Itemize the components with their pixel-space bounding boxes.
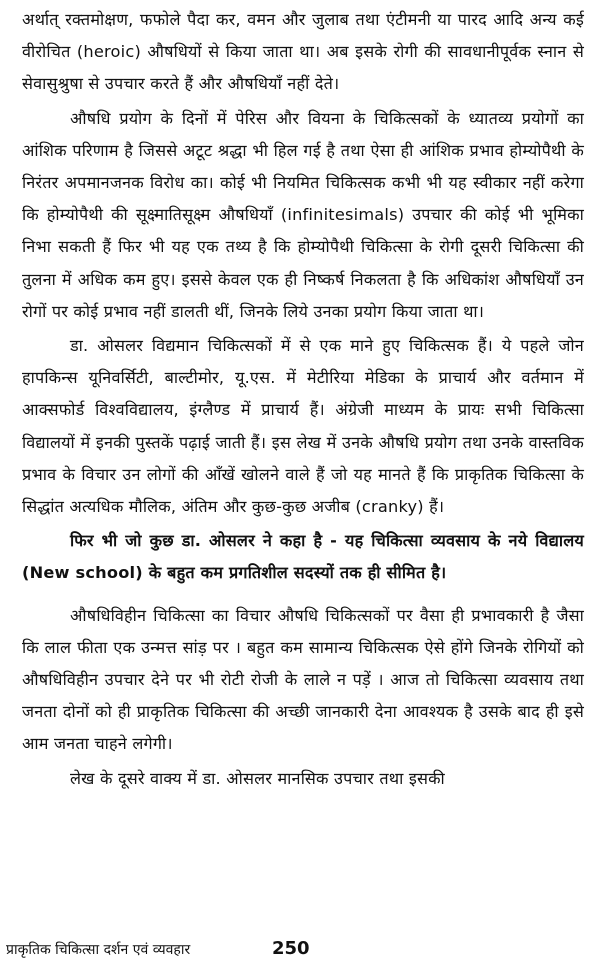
page-body — [22, 4, 584, 795]
paragraph-5: औषधिविहीन चिकित्सा का विचार औषधि चिकित्सकों पर वैसा ही प्रभावकारी है जैसा कि लाल फीता एक उन्मत्त सांड़ पर । बहुत कम सामान्य चिकित्सक ऐसे होंगे जिनके रोगियों को औषधिविहीन उपचार देने पर भी रोटी रोजी के लाले न पड़ें । आज तो चिकित्सा व्यवसाय तथा जनता दोनों को ही प्राकृतिक चिकित्सा की अच्छी जानकारी देना आवश्यक है उसके बाद ही इसे आम जनता चाहने लगेगी। — [22, 605, 584, 754]
page-footer — [0, 932, 600, 968]
paragraph-1: अर्थात् रक्तमोक्षण, फफोले पैदा कर, वमन और जुलाब तथा एंटीमनी या पारद आदि अन्य कई वीरोचित (heroic) औषधियों से किया जाता था। अब इसके रोगी की सावधानीपूर्वक स्नान से सेवासुश्रुषा से उपचार करते हैं और औषधियाँ नहीं देते। — [22, 10, 584, 94]
paragraph-3: डा. ओसलर विद्यमान चिकित्सकों में से एक माने हुए चिकित्सक हैं। ये पहले जोन हापकिन्स यूनिवर्सिटी, बाल्टीमोर, यू.एस. में मेटीरिया मेडिका के प्राचार्य और वर्तमान में आक्सफोर्ड विश्वविद्यालय, इंग्लैण्ड में प्राचार्य हैं। अंग्रेजी माध्यम के प्रायः सभी चिकित्सा विद्यालयों में इनकी पुस्तकें पढ़ाई जाती हैं। इस लेख में उनके औषधि प्रयोग तथा उनके वास्तविक प्रभाव के विचार उन लोगों की आँखें खोलने वाले हैं जो यह मानते हैं कि प्राकृतिक चिकित्सा के सिद्धांत अत्यधिक मौलिक, अंतिम और कुछ-कुछ अजीब (cranky) हैं। — [22, 336, 584, 517]
paragraph-2: औषधि प्रयोग के दिनों में पेरिस और वियना के चिकित्सकों के ध्यातव्य प्रयोगों का आंशिक परिणाम है जिससे अटूट श्रद्धा भी हिल गई है तथा ऐसा ही आंशिक प्रभाव होम्योपैथी के निरंतर अपमानजनक विरोध का। कोई भी नियमित चिकित्सक कभी भी यह स्वीकार नहीं करेगा कि होम्योपैथी की सूक्ष्मातिसूक्ष्म औषधियाँ (infinitesimals) उपचार की कोई भी भूमिका निभा सकती हैं फिर भी यह एक तथ्य है कि होम्योपैथी चिकित्सा के रोगी दूसरी चिकित्सा की तुलना में अधिक कम हुए। इससे केवल एक ही निष्कर्ष निकलता है कि अधिकांश औषधियाँ उन रोगों पर कोई प्रभाव नहीं डालती थीं, जिनके लिये उनका प्रयोग किया जाता था। — [22, 108, 584, 321]
page-number: 250 — [272, 938, 310, 959]
footer-book-title: प्राकृतिक चिकित्सा दर्शन एवं व्यवहार — [6, 942, 191, 958]
paragraph-4: फिर भी जो कुछ डा. ओसलर ने कहा है - यह चिकित्सा व्यवसाय के नये विद्यालय (New school) के बहुत कम प्रगतिशील सदस्यों तक ही सीमित है। — [22, 531, 584, 583]
paragraph-6: लेख के दूसरे वाक्य में डा. ओसलर मानसिक उपचार तथा इसकी — [70, 768, 445, 788]
